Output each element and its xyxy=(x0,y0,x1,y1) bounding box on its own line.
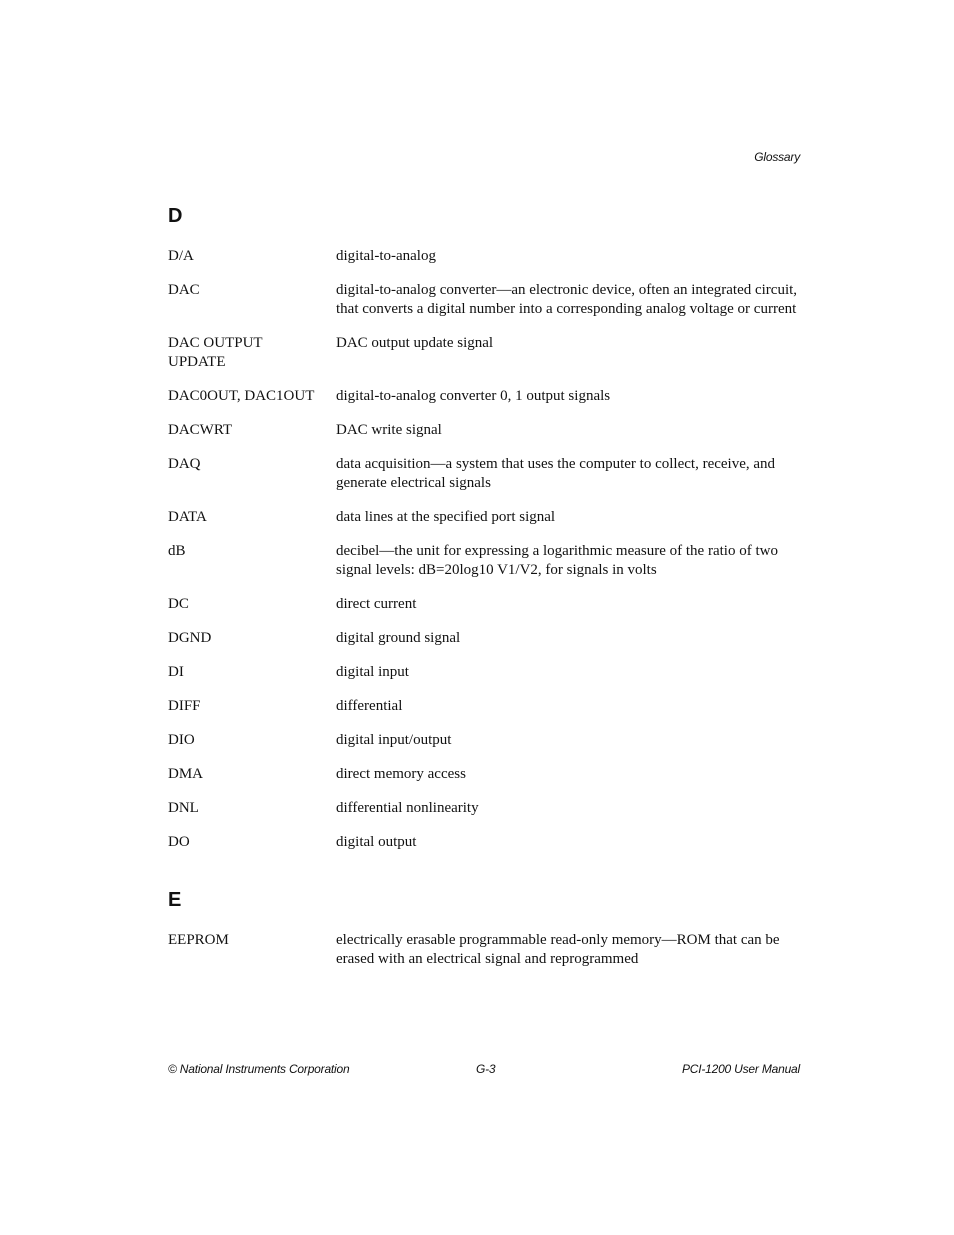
glossary-entry xyxy=(168,799,800,818)
glossary-term: DAC xyxy=(168,282,200,298)
glossary-definition: data lines at the specified port signal xyxy=(336,509,556,525)
glossary-definition: digital ground signal xyxy=(336,630,461,646)
glossary-definition: digital output xyxy=(336,834,417,850)
glossary-term: D/A xyxy=(168,248,194,264)
glossary-term: DAC0OUT, DAC1OUT xyxy=(168,388,315,404)
glossary-definition: electrically erasable programmable read-only memory—ROM that can be erased with an electrical signal and reprogrammed xyxy=(336,932,780,967)
glossary-entry xyxy=(168,421,800,440)
glossary-entry xyxy=(168,663,800,682)
page-footer xyxy=(168,1062,800,1078)
section-letter: E xyxy=(168,889,182,911)
glossary-definition: data acquisition—a system that uses the computer to collect, receive, and generate electrical signals xyxy=(336,456,776,491)
glossary-term: DI xyxy=(168,664,184,680)
glossary-entry xyxy=(168,629,800,648)
glossary-definition: digital input xyxy=(336,664,409,680)
glossary-term: DO xyxy=(168,834,190,850)
glossary-term: DACWRT xyxy=(168,422,233,438)
glossary-term: DMA xyxy=(168,766,204,782)
glossary-entry xyxy=(168,387,800,406)
running-header-title: Glossary xyxy=(754,150,800,164)
glossary-term xyxy=(168,334,336,372)
glossary-section-d xyxy=(168,202,800,852)
glossary-entry xyxy=(168,931,800,969)
glossary-term-line: DAC OUTPUT xyxy=(168,335,263,351)
glossary-term: DNL xyxy=(168,800,199,816)
glossary-term-line: UPDATE xyxy=(168,354,226,370)
glossary-definition: digital-to-analog xyxy=(336,248,436,264)
glossary-entry xyxy=(168,281,800,319)
glossary-entry xyxy=(168,455,800,493)
glossary-term: DATA xyxy=(168,509,207,525)
glossary-entry xyxy=(168,765,800,784)
glossary-definition: digital input/output xyxy=(336,732,452,748)
section-letter: D xyxy=(168,205,183,227)
footer-manual-title: PCI-1200 User Manual xyxy=(681,1062,800,1076)
glossary-entry xyxy=(168,334,800,372)
footer-page-number: G-3 xyxy=(476,1062,496,1076)
glossary-term: DC xyxy=(168,596,189,612)
glossary-definition: direct memory access xyxy=(336,766,466,782)
glossary-term: DIO xyxy=(168,732,195,748)
glossary-entry xyxy=(168,731,800,750)
glossary-entry xyxy=(168,542,800,580)
glossary-entry xyxy=(168,595,800,614)
glossary-term: dB xyxy=(168,543,186,559)
glossary-section-e xyxy=(168,886,800,969)
glossary-term: DAQ xyxy=(168,456,201,472)
glossary-definition: differential nonlinearity xyxy=(336,800,479,816)
glossary-term: DGND xyxy=(168,630,212,646)
glossary-definition: digital-to-analog converter—an electronic device, often an integrated circuit, that converts a digital number into a corresponding analog voltage or current xyxy=(336,282,798,317)
glossary-definition: DAC output update signal xyxy=(336,335,494,351)
glossary-entry xyxy=(168,697,800,716)
glossary-entry xyxy=(168,833,800,852)
glossary-content xyxy=(168,202,800,984)
glossary-definition: decibel—the unit for expressing a logarithmic measure of the ratio of two signal levels: dB=20log10 V1/V2, for signals in volts xyxy=(336,543,778,578)
glossary-definition: differential xyxy=(336,698,403,714)
glossary-entry xyxy=(168,247,800,266)
glossary-term: DIFF xyxy=(168,698,201,714)
glossary-definition: DAC write signal xyxy=(336,422,442,438)
glossary-entry xyxy=(168,508,800,527)
footer-copyright: © National Instruments Corporation xyxy=(168,1062,350,1076)
glossary-definition: digital-to-analog converter 0, 1 output signals xyxy=(336,388,611,404)
glossary-definition: direct current xyxy=(336,596,417,612)
glossary-term: EEPROM xyxy=(168,932,229,948)
